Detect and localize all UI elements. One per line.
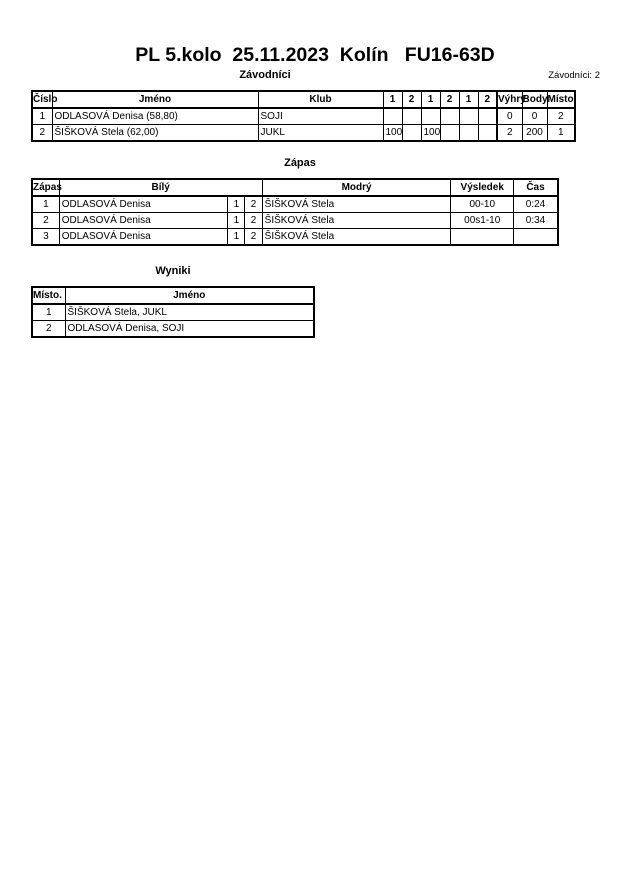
- match-result: 00-10: [451, 196, 514, 213]
- round-score: [402, 108, 421, 125]
- result-row: [32, 321, 314, 338]
- col-name: Jméno: [52, 91, 258, 108]
- blue-competitor: ŠIŠKOVÁ Stela: [262, 229, 451, 246]
- blue-number: 2: [245, 229, 262, 246]
- white-number: 1: [228, 213, 245, 229]
- competitors-heading: Závodníci: [239, 69, 291, 81]
- blue-competitor: ŠIŠKOVÁ Stela: [262, 213, 451, 229]
- competitor-points: 200: [522, 125, 547, 142]
- col-round-5: 1: [459, 91, 478, 108]
- competitor-name: ŠIŠKOVÁ Stela (62,00): [52, 125, 258, 142]
- round-score: [440, 125, 459, 142]
- col-round-1: 1: [383, 91, 402, 108]
- round-score: 100: [383, 125, 402, 142]
- round-score: [478, 125, 497, 142]
- blue-competitor: ŠIŠKOVÁ Stela: [262, 196, 451, 213]
- round-score: [440, 108, 459, 125]
- matches-table: [31, 178, 559, 246]
- round-score: [383, 108, 402, 125]
- result-name: ŠIŠKOVÁ Stela, JUKL: [65, 304, 314, 321]
- col-match: Zápas: [32, 179, 59, 196]
- col-round-2: 2: [402, 91, 421, 108]
- match-result: 00s1-10: [451, 213, 514, 229]
- results-table: [31, 286, 315, 338]
- competitor-wins: 2: [497, 125, 522, 142]
- results-header-row: [32, 287, 314, 304]
- col-club: Klub: [258, 91, 383, 108]
- match-time: [514, 229, 558, 246]
- result-row: [32, 304, 314, 321]
- match-time: 0:34: [514, 213, 558, 229]
- competitor-place: 2: [547, 108, 575, 125]
- competitor-name: ODLASOVÁ Denisa (58,80): [52, 108, 258, 125]
- page-title: PL 5.kolo 25.11.2023 Kolín FU16-63D: [135, 44, 495, 66]
- competitor-row: [32, 108, 575, 125]
- white-number: 1: [228, 229, 245, 246]
- match-number: 3: [32, 229, 59, 246]
- matches-heading: Zápas: [284, 157, 316, 169]
- white-number: 1: [228, 196, 245, 213]
- col-time: Čas: [514, 179, 558, 196]
- match-number: 2: [32, 213, 59, 229]
- col-round-3: 1: [421, 91, 440, 108]
- match-row: [32, 229, 558, 246]
- col-result: Výsledek: [451, 179, 514, 196]
- col-points: Body: [522, 91, 547, 108]
- col-place: Místo.: [32, 287, 65, 304]
- competitor-number: 2: [32, 125, 52, 142]
- competitor-club: SOJI: [258, 108, 383, 125]
- col-blue: Modrý: [262, 179, 451, 196]
- matches-header-row: [32, 179, 558, 196]
- competitor-wins: 0: [497, 108, 522, 125]
- col-round-6: 2: [478, 91, 497, 108]
- round-score: 100: [421, 125, 440, 142]
- competitors-table: [31, 90, 576, 142]
- white-competitor: ODLASOVÁ Denisa: [59, 196, 228, 213]
- match-number: 1: [32, 196, 59, 213]
- round-score: [459, 125, 478, 142]
- competitor-row: [32, 125, 575, 142]
- white-competitor: ODLASOVÁ Denisa: [59, 229, 228, 246]
- round-score: [421, 108, 440, 125]
- round-score: [459, 108, 478, 125]
- competitor-place: 1: [547, 125, 575, 142]
- competitor-number: 1: [32, 108, 52, 125]
- match-row: [32, 196, 558, 213]
- col-white: Bílý: [59, 179, 262, 196]
- white-competitor: ODLASOVÁ Denisa: [59, 213, 228, 229]
- blue-number: 2: [245, 196, 262, 213]
- match-result: [451, 229, 514, 246]
- col-round-4: 2: [440, 91, 459, 108]
- result-name: ODLASOVÁ Denisa, SOJI: [65, 321, 314, 338]
- col-name: Jméno: [65, 287, 314, 304]
- results-heading: Wyniki: [155, 265, 191, 277]
- col-place: Místo.: [547, 91, 575, 108]
- match-time: 0:24: [514, 196, 558, 213]
- competitors-header-row: [32, 91, 575, 108]
- competitor-points: 0: [522, 108, 547, 125]
- result-place: 1: [32, 304, 65, 321]
- competitors-count: Závodníci: 2: [548, 70, 600, 81]
- competitor-club: JUKL: [258, 125, 383, 142]
- blue-number: 2: [245, 213, 262, 229]
- round-score: [478, 108, 497, 125]
- match-row: [32, 213, 558, 229]
- col-wins: Výhry: [497, 91, 522, 108]
- col-number: Číslo: [32, 91, 52, 108]
- round-score: [402, 125, 421, 142]
- result-place: 2: [32, 321, 65, 338]
